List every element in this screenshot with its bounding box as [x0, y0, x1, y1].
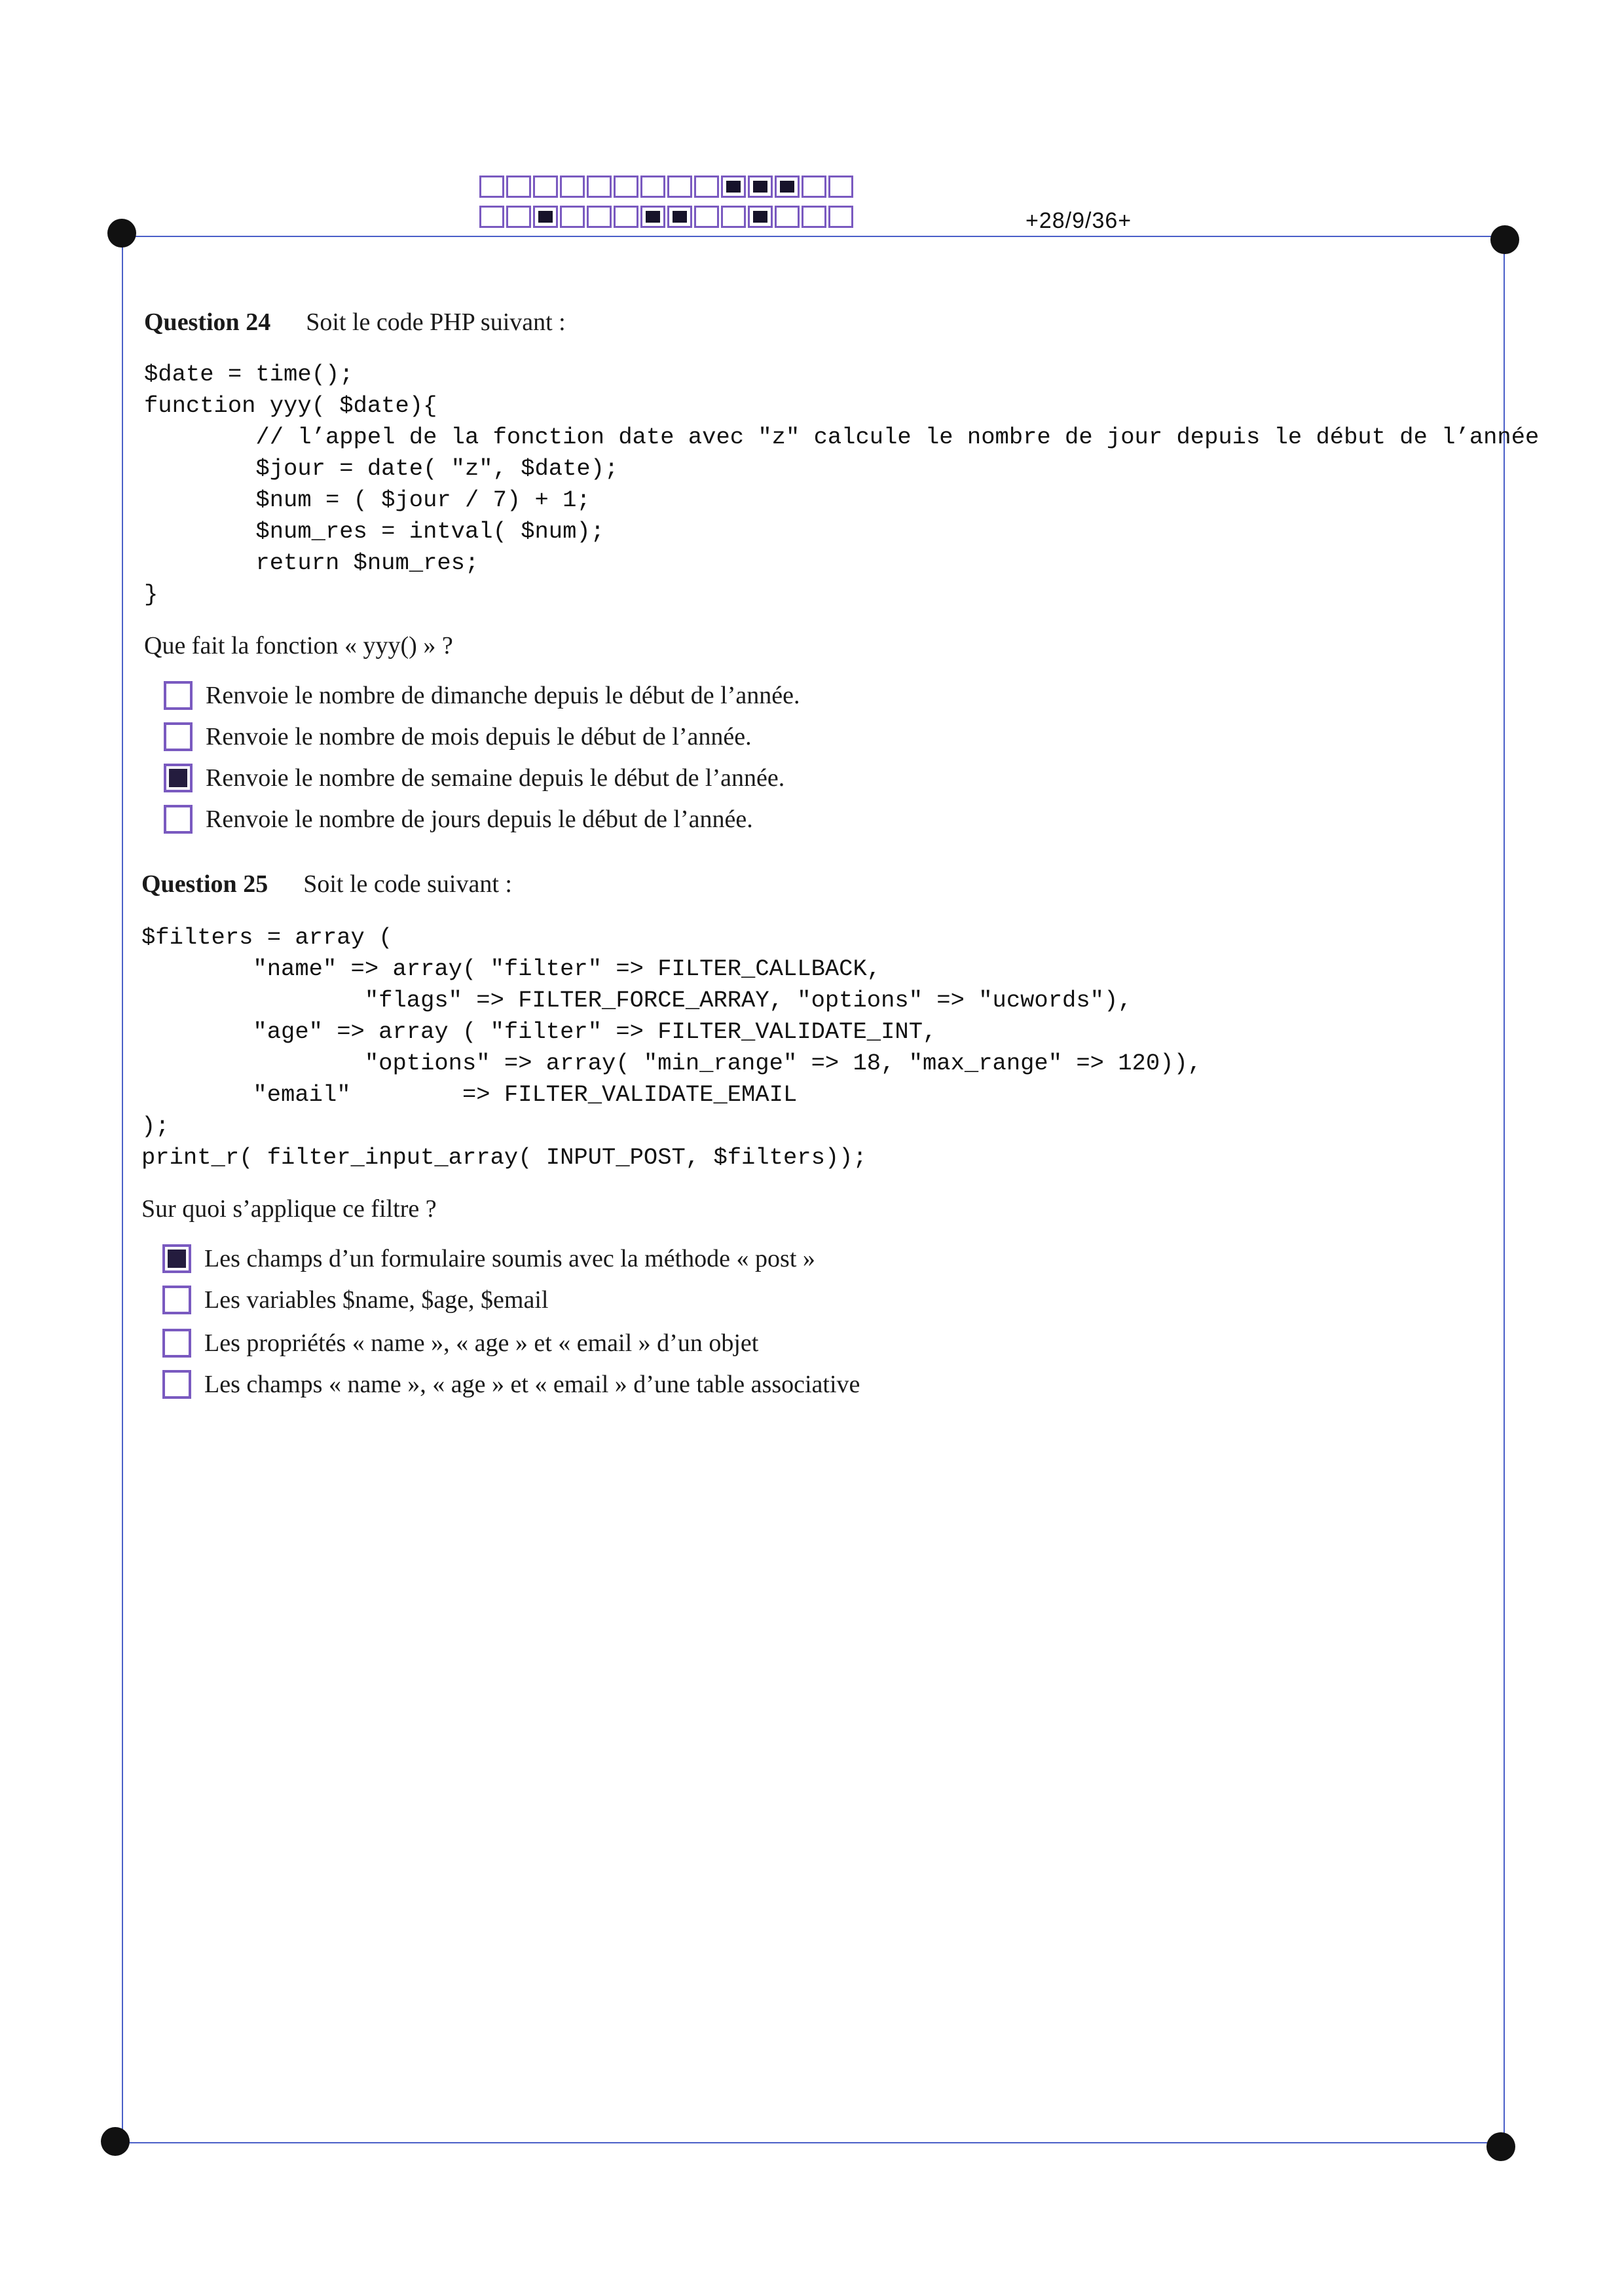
question-24-prompt: Que fait la fonction « yyy() » ?: [144, 632, 453, 659]
id-code-box: [721, 176, 746, 198]
question-24-header: [144, 308, 566, 337]
q25-choice-3-label: Les propriétés « name », « age » et « email » d’un objet: [204, 1329, 759, 1357]
id-code-box: [748, 206, 773, 228]
id-code-box: [775, 206, 800, 228]
question-24-number: Question 24: [144, 308, 271, 336]
id-code-box: [748, 176, 773, 198]
q24-choice-3[interactable]: [164, 764, 784, 792]
q24-choice-1[interactable]: [164, 681, 800, 710]
id-code-box: [802, 206, 826, 228]
q24-choice-2[interactable]: [164, 722, 752, 751]
id-code-box: [587, 176, 612, 198]
id-code-box: [667, 176, 692, 198]
q24-checkbox-4[interactable]: [164, 805, 193, 834]
frame-left-line: [122, 236, 123, 2142]
id-code-box: [828, 176, 853, 198]
frame-bottom-line: [115, 2142, 1502, 2143]
q25-checkbox-1[interactable]: [162, 1244, 191, 1273]
q24-checkbox-2[interactable]: [164, 722, 193, 751]
id-code-box: [587, 206, 612, 228]
id-code-box: [694, 176, 719, 198]
q25-choice-1-label: Les champs d’un formulaire soumis avec la méthode « post »: [204, 1245, 815, 1272]
q25-checkbox-4[interactable]: [162, 1370, 191, 1399]
question-24-title: Soit le code PHP suivant :: [306, 308, 566, 336]
q24-checkbox-3[interactable]: [164, 764, 193, 792]
id-code-box: [828, 206, 853, 228]
q25-choice-1[interactable]: [162, 1244, 815, 1273]
registration-mark-top-right: [1490, 225, 1519, 254]
q25-choice-2[interactable]: [162, 1286, 548, 1314]
question-25-title: Soit le code suivant :: [303, 870, 512, 898]
id-code-box: [775, 176, 800, 198]
q25-choice-4-label: Les champs « name », « age » et « email » d’une table associative: [204, 1371, 860, 1398]
id-code-row-1: [479, 176, 855, 198]
q24-choice-2-label: Renvoie le nombre de mois depuis le début de l’année.: [206, 723, 752, 750]
q25-choice-2-label: Les variables $name, $age, $email: [204, 1286, 549, 1314]
q24-choice-4-label: Renvoie le nombre de jours depuis le début de l’année.: [206, 805, 753, 833]
id-code-box: [640, 176, 665, 198]
id-code-box: [479, 176, 504, 198]
q25-checkbox-3[interactable]: [162, 1329, 191, 1358]
question-25-prompt: Sur quoi s’applique ce filtre ?: [141, 1195, 437, 1223]
q24-checkbox-1[interactable]: [164, 681, 193, 710]
q24-choice-4[interactable]: [164, 805, 753, 834]
question-25-header: [141, 870, 512, 898]
registration-mark-top-left: [107, 219, 136, 248]
id-code-box: [667, 206, 692, 228]
frame-top-line: [122, 236, 1506, 237]
id-code-box: [479, 206, 504, 228]
q24-choice-1-label: Renvoie le nombre de dimanche depuis le début de l’année.: [206, 682, 800, 709]
id-code-box: [560, 176, 585, 198]
question-25-number: Question 25: [141, 870, 268, 898]
id-code-box: [560, 206, 585, 228]
q25-choice-3[interactable]: [162, 1329, 758, 1358]
id-code-row-2: [479, 206, 855, 228]
registration-mark-bottom-right: [1486, 2132, 1515, 2161]
q24-choice-3-label: Renvoie le nombre de semaine depuis le début de l’année.: [206, 764, 785, 792]
id-code-box: [533, 206, 558, 228]
q25-checkbox-2[interactable]: [162, 1286, 191, 1314]
id-code-box: [802, 176, 826, 198]
q25-choice-4[interactable]: [162, 1370, 860, 1399]
id-code-box: [694, 206, 719, 228]
id-code-box: [614, 206, 638, 228]
id-code-box: [614, 176, 638, 198]
id-code-box: [506, 176, 531, 198]
registration-mark-bottom-left: [101, 2127, 130, 2156]
id-code-box: [640, 206, 665, 228]
id-code-box: [533, 176, 558, 198]
question-25-code: $filters = array ( "name" => array( "filter" => FILTER_CALLBACK, "flags" => FILTER_FORCE_ARRAY, "options" => "ucwords"), "age" => array ( "filter" => FILTER_VALIDATE_INT, "options" => array( "min_range" => 18, "max_range" => 120)), "email" => FILTER_VALIDATE_EMAIL ); print_r( filter_input_array( INPUT_POST, $filters));: [141, 924, 1202, 1171]
id-code-box: [506, 206, 531, 228]
id-code-box: [721, 206, 746, 228]
page-id: +28/9/36+: [1025, 208, 1132, 233]
question-24-code: $date = time(); function yyy( $date){ // l’appel de la fonction date avec "z" calcule le nombre de jour depuis le début de l’année $jour = date( "z", $date); $num = ( $jour / 7) + 1; $num_res = intval( $num); return $num_res; }: [144, 361, 1540, 608]
